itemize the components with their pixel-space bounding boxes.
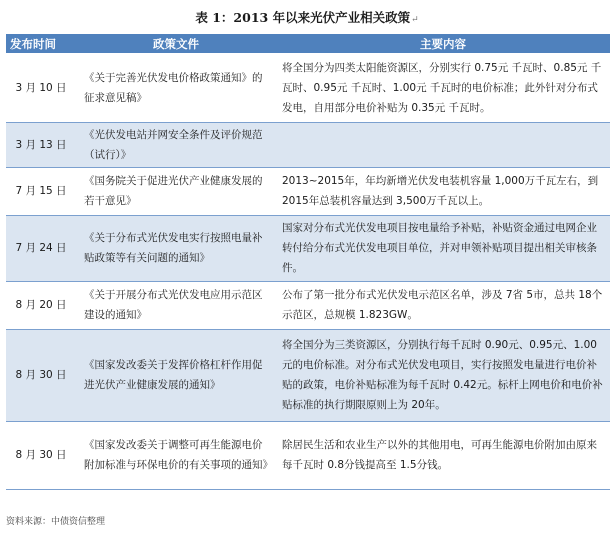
table-row	[6, 122, 610, 167]
document-cell: 《国家发改委关于调整可再生能源电价附加标准与环保电价的有关事项的通知》	[76, 421, 276, 489]
header-row	[6, 34, 610, 54]
content-cell: 公布了第一批分布式光伏发电示范区名单，涉及 7省 5市，总共 18个示范区，总规模 1.823GW。	[276, 281, 610, 329]
table-row	[6, 54, 610, 122]
document-cell: 《关于开展分布式光伏发电应用示范区建设的通知》	[76, 281, 276, 329]
date-cell: 7 月 15 日	[6, 167, 76, 215]
content-cell: 国家对分布式光伏发电项目按电量给予补贴，补贴资金通过电网企业转付给分布式光伏发电项目单位，并对申领补贴项目提出相关审核条件。	[276, 215, 610, 281]
table-row	[6, 167, 610, 215]
content-cell: 除居民生活和农业生产以外的其他用电，可再生能源电价附加由原来每千瓦时 0.8分钱提高至 1.5分钱。	[276, 421, 610, 489]
table-row	[6, 281, 610, 329]
date-cell: 7 月 24 日	[6, 215, 76, 281]
table-row	[6, 329, 610, 421]
source-note: 资料来源：中债资信整理	[6, 517, 106, 527]
document-cell: 《国家发改委关于发挥价格杠杆作用促进光伏产业健康发展的通知》	[76, 329, 276, 421]
content-cell: 2013~2015年，年均新增光伏发电装机容量 1,000万千瓦左右，到 2015年总装机容量达到 3,500万千瓦以上。	[276, 167, 610, 215]
table-row	[6, 215, 610, 281]
date-cell: 8 月 20 日	[6, 281, 76, 329]
header-content: 主要内容	[276, 34, 610, 54]
date-cell: 8 月 30 日	[6, 329, 76, 421]
policy-table	[6, 34, 610, 490]
date-cell: 3 月 13 日	[6, 122, 76, 167]
content-cell: 将全国分为四类太阳能资源区，分别实行 0.75元 千瓦时、0.85元 千瓦时、0.95元 千瓦时、1.00元 千瓦时的电价标准；此外针对分布式发电，自用部分电价补贴为 0.35元 千瓦时。	[276, 54, 610, 122]
table-title: 表 1：2013 年以来光伏产业相关政策↵	[195, 10, 419, 25]
document-cell: 《关于完善光伏发电价格政策通知》的征求意见稿》	[76, 54, 276, 122]
date-cell: 8 月 30 日	[6, 421, 76, 489]
date-cell: 3 月 10 日	[6, 54, 76, 122]
table-row	[6, 421, 610, 489]
content-cell	[276, 122, 610, 167]
document-cell: 《关于分布式光伏发电实行按照电量补贴政策等有关问题的通知》	[76, 215, 276, 281]
document-cell: 《国务院关于促进光伏产业健康发展的若干意见》	[76, 167, 276, 215]
content-cell: 将全国分为三类资源区，分别执行每千瓦时 0.90元、0.95元、1.00元的电价标准。对分布式光伏发电项目，实行按照发电量进行电价补贴的政策，电价补贴标准为每千瓦时 0.42元。标杆上网电价和电价补贴标准的执行期限原则上为 20年。	[276, 329, 610, 421]
header-date: 发布时间	[6, 34, 76, 54]
header-document: 政策文件	[76, 34, 276, 54]
document-cell: 《光伏发电站并网安全条件及评价规范（试行）》	[76, 122, 276, 167]
